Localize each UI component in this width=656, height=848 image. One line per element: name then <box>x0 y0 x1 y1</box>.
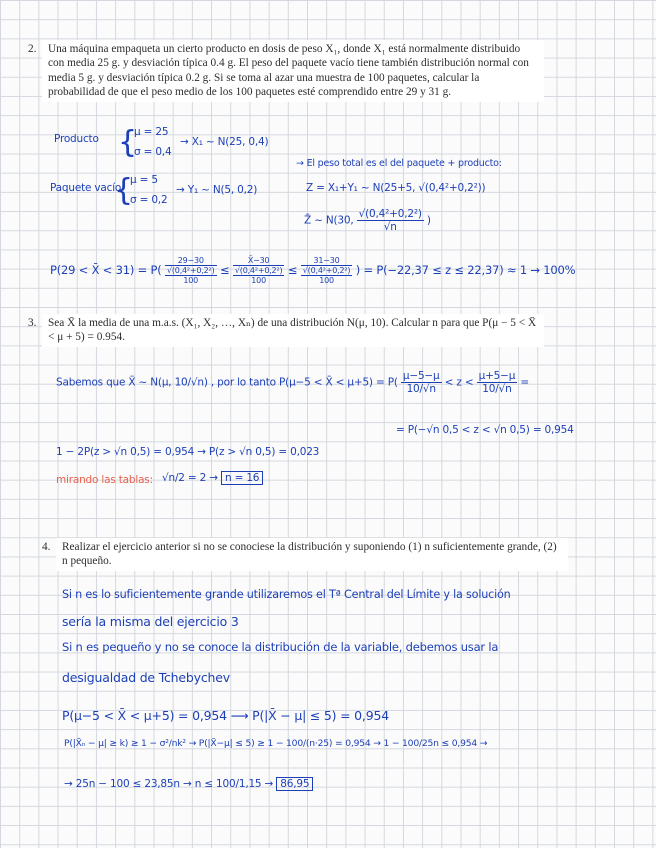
problem-number: 3. <box>28 317 37 329</box>
producto-mu: μ = 25 <box>134 126 169 138</box>
probability-line: P(29 < X̄ < 31) = P( 29−30 √(0,4²+0,2²) 100 ≤ X̄−30 √(0,4²+0,2²) 100 ≤ 31−30 √(0,4²+0,2²) 100 ) = P(−22,37 ≤ z ≤ 22,37) ≈ 1 → 100% <box>50 256 576 285</box>
sol4-line6: P(|X̄ₙ − μ| ≥ k) ≥ 1 − σ²/nk² → P(|X̄−μ| ≤ 5) ≥ 1 − 100/(n·25) = 0,954 → 1 − 100/25n ≤ 0,954 → <box>64 738 488 749</box>
sol4-line7: → 25n − 100 ≤ 23,85n → n ≤ 100/1,15 → 86,95 <box>64 778 313 790</box>
result-box: n = 16 <box>221 471 263 485</box>
sol3-line3: 1 − 2P(z > √n 0,5) = 0,954 → P(z > √n 0,5) = 0,023 <box>56 446 320 458</box>
producto-label: Producto <box>54 133 99 145</box>
paquete-mu: μ = 5 <box>130 174 158 186</box>
fraction: 31−30 √(0,4²+0,2²) 100 <box>302 256 351 285</box>
fraction: $\frac{\mu+5-\mu}{10/√n}$ <box>478 370 516 395</box>
sol3-line2: = P(−√n 0,5 < z < √n 0,5) = 0,954 <box>396 424 574 436</box>
problem-text: Sea X̄ la media de una m.a.s. (X₁, X₂, …, Xₙ) de una distribución N(μ, 10). Calcular n para que P(μ − 5 < X̄ < μ + 5) = 0.954. <box>48 317 537 344</box>
producto-dist: → X₁ ~ N(25, 0,4) <box>180 136 269 148</box>
problem-text: Una máquina empaqueta un cierto producto en dosis de peso X₁, donde X₁ está normalmente distribuido con media 25 g. y desviación típica 0.4 g. El peso del paquete vacío tiene también distribución normal con media 5 g. y desviación típica 0.2 g. Si se toma al azar una muestra de 100 paquetes, calcular la probabilidad de que el peso medio de los 100 paquetes esté comprendido entre 29 y 31 g. <box>48 43 529 99</box>
brace-icon: { <box>114 173 134 208</box>
problem-4 <box>42 538 568 571</box>
tables-expr: √n/2 = 2 → n = 16 <box>162 472 263 484</box>
tables-label: mirando las tablas: <box>56 474 153 486</box>
fraction: $\frac{\text{√(0,4²+0,2²)}}{√n}$ <box>358 208 422 233</box>
sol4-line2: sería la misma del ejercicio 3 <box>62 614 239 629</box>
sol4-line4: desigualdad de Tchebychev <box>62 670 230 685</box>
sol4-line3: Si n es pequeño y no se conoce la distribución de la variable, debemos usar la <box>62 640 499 654</box>
fraction: 29−30 √(0,4²+0,2²) 100 <box>166 256 215 285</box>
brace-icon: { <box>118 125 138 160</box>
problem-2 <box>28 40 544 102</box>
fraction: $\frac{\mu-5-\mu}{10/√n}$ <box>402 370 440 395</box>
fraction: X̄−30 √(0,4²+0,2²) 100 <box>234 256 283 285</box>
sol4-line1: Si n es lo suficientemente grande utilizaremos el Tª Central del Límite y la solución <box>62 588 511 601</box>
sol4-line5: P(μ−5 < X̄ < μ+5) = 0,954 ⟶ P(|X̄ − μ| ≤ 5) = 0,954 <box>62 708 389 723</box>
problem-number: 4. <box>42 541 51 553</box>
zbar-dist: Z̄ ~ N(30, $\frac{\text{√(0,4²+0,2²)}}{√n}$ ) <box>304 208 431 233</box>
result-box: 86,95 <box>276 777 313 791</box>
paquete-label: Paquete vacío <box>50 182 122 194</box>
paquete-dist: → Y₁ ~ N(5, 0,2) <box>176 184 258 196</box>
problem-text: Realizar el ejercicio anterior si no se conociese la distribución y suponiendo (1) n suficientemente grande, (2) n pequeño. <box>62 541 557 568</box>
problem-number: 2. <box>28 43 37 55</box>
producto-sigma: σ = 0,4 <box>134 146 172 158</box>
sol3-line1: Sabemos que X̄ ~ N(μ, 10/√n) , por lo tanto P(μ−5 < X̄ < μ+5) = P( $\frac{\mu-5-\mu}{10/√n}$ < z < $\frac{\mu+5-\mu}{10/√n}$ = <box>56 370 529 395</box>
paquete-sigma: σ = 0,2 <box>130 194 168 206</box>
total-dist: Z = X₁+Y₁ ~ N(25+5, √(0,4²+0,2²)) <box>306 182 486 194</box>
total-note: → El peso total es el del paquete + producto: <box>296 158 502 169</box>
problem-3 <box>28 314 544 347</box>
